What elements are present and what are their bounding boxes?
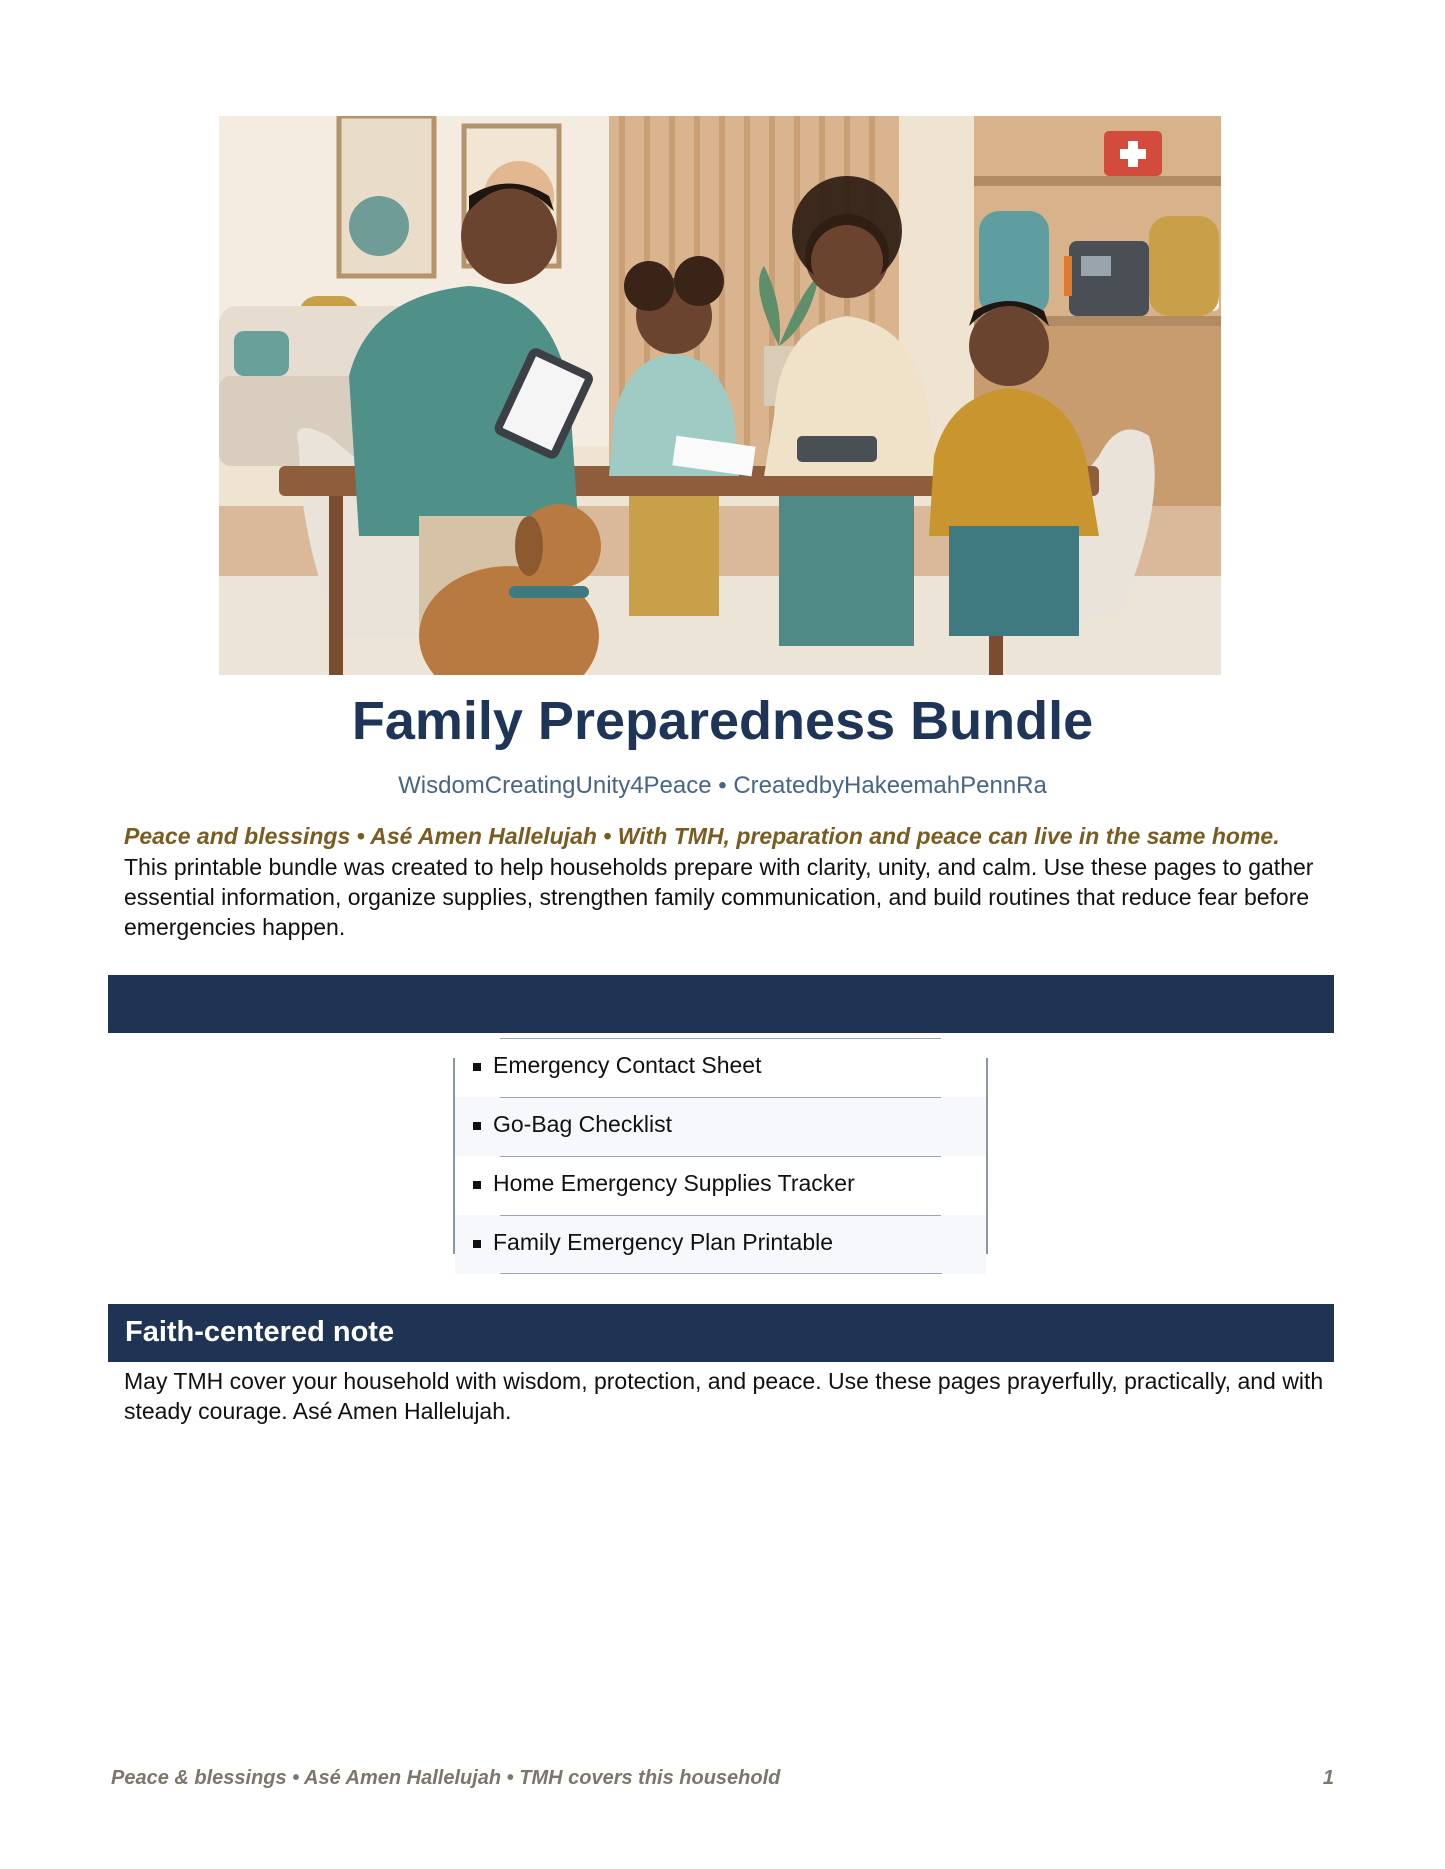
row-divider [500,1038,941,1039]
bullet-square-icon [473,1181,481,1189]
bullet-square-icon [473,1240,481,1248]
list-item-label: Home Emergency Supplies Tracker [493,1170,855,1196]
list-item [455,1215,986,1274]
list-item [455,1156,986,1215]
page-title: Family Preparedness Bundle [351,691,1094,751]
power-station-icon [1064,241,1149,316]
list-item-label: Emergency Contact Sheet [493,1052,762,1078]
intro-paragraph: This printable bundle was created to help households prepare with clarity, unity, and calm. Use these pages to gather essential information, organize supplies, strengthen family communication, and build routines that reduce fear before emergencies happen. [124,854,1314,940]
row-divider [500,1215,941,1216]
list-bottom-divider [500,1273,942,1274]
page-number: 1 [1322,1767,1334,1789]
footer-text: Peace & blessings • Asé Amen Hallelujah • TMH covers this household [111,1767,781,1789]
contents-section-header [108,975,1334,1033]
bullet-square-icon [473,1063,481,1071]
page-subtitle: WisdomCreatingUnity4Peace • CreatedbyHakeemahPennRa [398,772,1047,799]
blessing-line: Peace and blessings • Asé Amen Hallelujah • With TMH, preparation and peace can live in the same home. [124,823,1280,849]
row-divider [500,1097,941,1098]
row-divider [500,1156,941,1157]
list-item-label: Family Emergency Plan Printable [493,1229,834,1255]
faith-section-title: Faith-centered note [125,1316,395,1348]
list-item [455,1097,986,1156]
list-item [455,1038,986,1097]
family-table-illustration [219,116,1221,675]
first-aid-kit-icon [1104,131,1162,176]
list-border-right [986,1058,988,1254]
hero-illustration [219,116,1221,675]
faith-note-paragraph: May TMH cover your household with wisdom, protection, and peace. Use these pages prayerfully, practically, and with steady courage. Asé Amen Hallelujah. [124,1368,1324,1424]
faith-section-header [108,1304,1334,1362]
list-item-label: Go-Bag Checklist [493,1111,672,1137]
contents-list [453,1038,988,1274]
bullet-square-icon [473,1122,481,1130]
